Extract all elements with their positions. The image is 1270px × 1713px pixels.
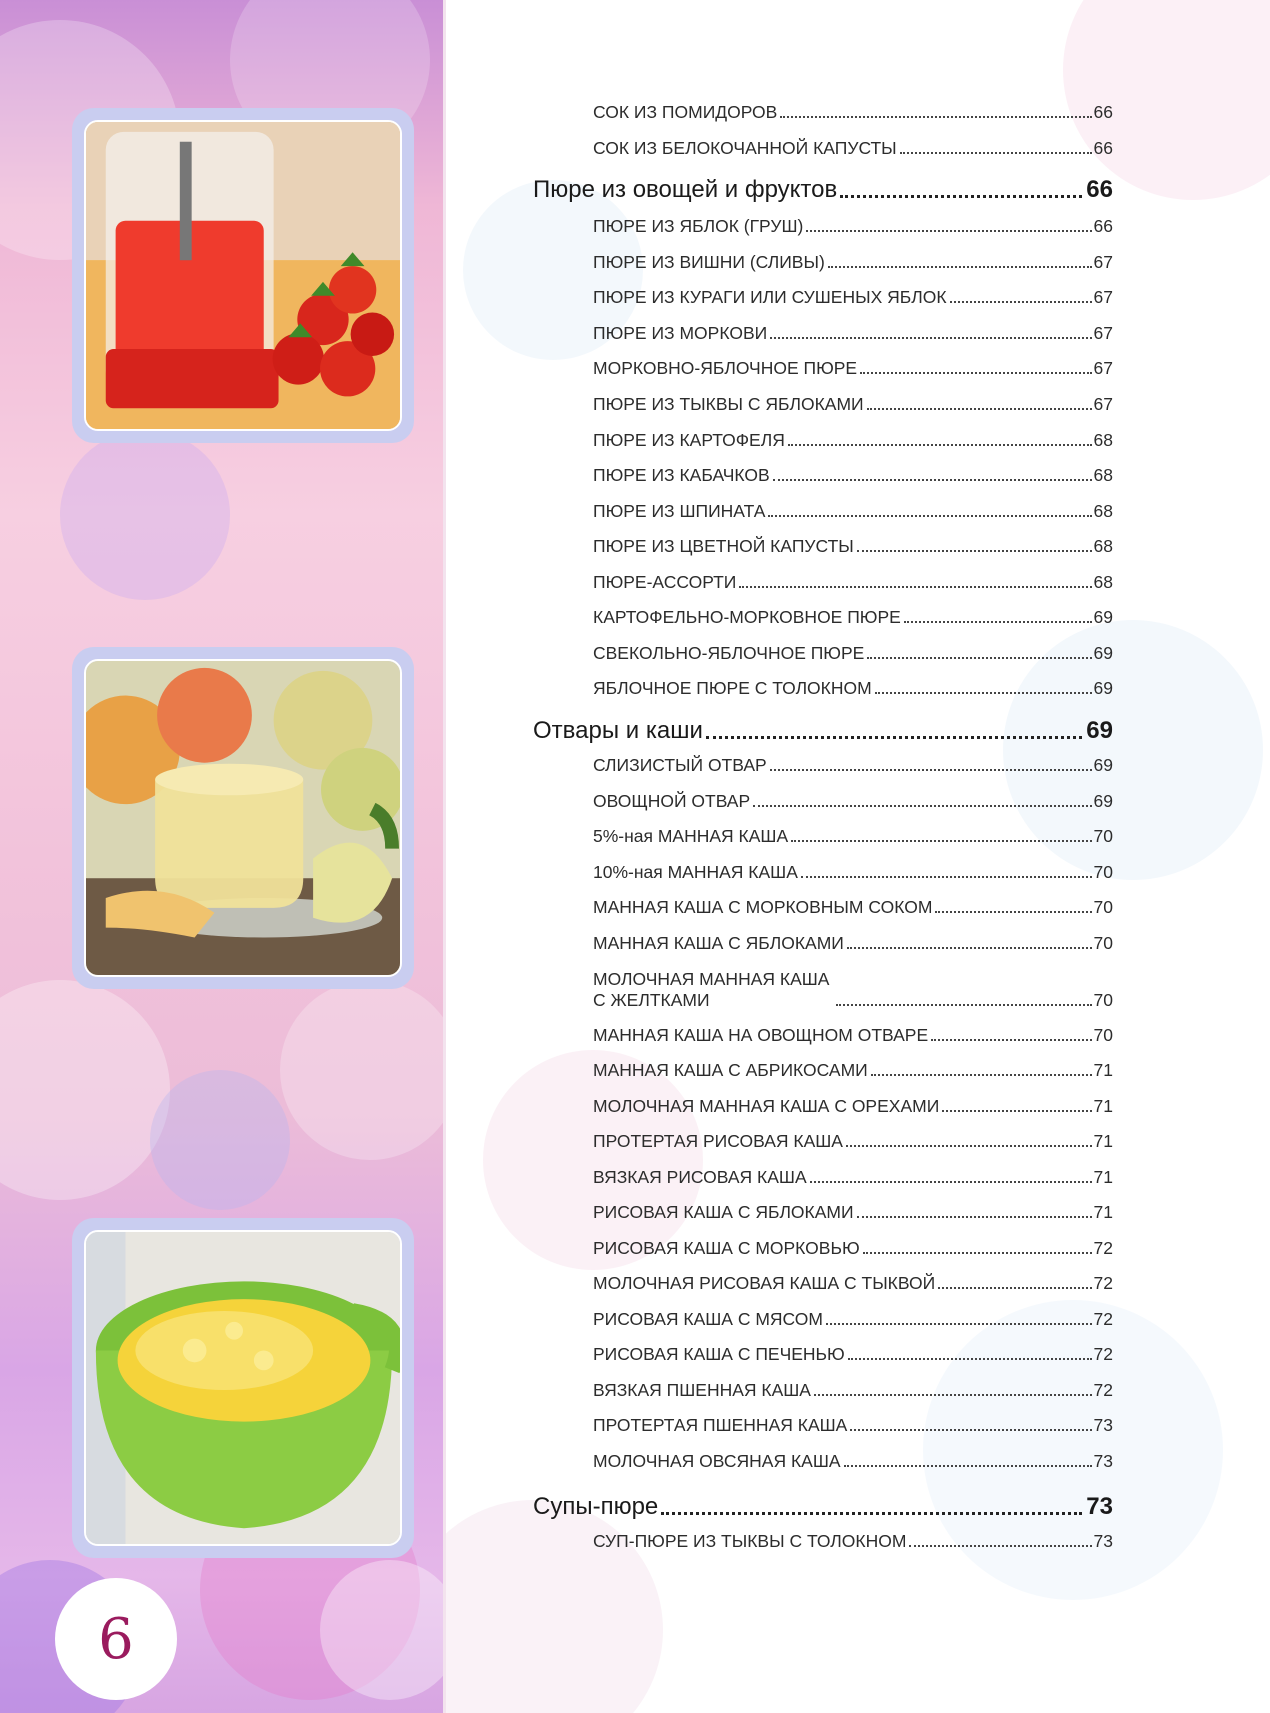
toc-entry-label: СОК ИЗ ПОМИДОРОВ (593, 102, 778, 122)
toc-section-page: 66 (1086, 176, 1113, 203)
toc-entry-page: 69 (1093, 791, 1113, 811)
toc-entry-page: 70 (1093, 862, 1113, 882)
toc-entry-page: 68 (1093, 501, 1113, 521)
toc-entry-label: ПЮРЕ ИЗ ТЫКВЫ С ЯБЛОКАМИ (593, 394, 864, 414)
toc-entry-label: ПЮРЕ ИЗ ЦВЕТНОЙ КАПУСТЫ (593, 536, 854, 556)
toc-entry-label: ВЯЗКАЯ ПШЕННАЯ КАША (593, 1380, 811, 1400)
toc-entry[interactable] (593, 969, 1113, 1011)
toc-section-page: 69 (1086, 717, 1113, 744)
page-number: 6 (55, 1578, 177, 1700)
toc-entry-page: 72 (1093, 1238, 1113, 1258)
toc-entry-label: ПЮРЕ ИЗ ЯБЛОК (ГРУШ) (593, 216, 804, 236)
toc-entry[interactable] (593, 323, 1113, 344)
photo-apple-puree (72, 647, 414, 989)
toc-entry[interactable] (593, 678, 1113, 699)
toc-entry-page: 67 (1093, 287, 1113, 307)
toc-entry-label: ВЯЗКАЯ РИСОВАЯ КАША (593, 1167, 807, 1187)
toc-entry[interactable] (593, 862, 1113, 883)
toc-entry-label: РИСОВАЯ КАША С МЯСОМ (593, 1309, 823, 1329)
toc-entry[interactable] (593, 1415, 1113, 1436)
photo-millet-porridge (72, 1218, 414, 1558)
toc-entry-page: 73 (1093, 1415, 1113, 1435)
toc-entry[interactable] (593, 1202, 1113, 1223)
toc-entry-page: 72 (1093, 1309, 1113, 1329)
toc-entry-label: ОВОЩНОЙ ОТВАР (593, 791, 751, 811)
toc-entry[interactable] (593, 501, 1113, 522)
toc-entry-page: 69 (1093, 643, 1113, 663)
toc-entry-page: 68 (1093, 536, 1113, 556)
toc-entry[interactable] (593, 791, 1113, 812)
toc-entry-page: 72 (1093, 1344, 1113, 1364)
toc-section[interactable] (533, 1493, 1113, 1521)
toc-entry[interactable] (593, 430, 1113, 451)
toc-entry-label: СУП-ПЮРЕ ИЗ ТЫКВЫ С ТОЛОКНОМ (593, 1531, 907, 1551)
toc-entry-page: 70 (1093, 1025, 1113, 1045)
toc-entry[interactable] (593, 933, 1113, 954)
toc-entry-label: СОК ИЗ БЕЛОКОЧАННОЙ КАПУСТЫ (593, 138, 897, 158)
toc-entry[interactable] (593, 897, 1113, 918)
toc-entry-page: 66 (1093, 216, 1113, 236)
toc-entry-label: ПЮРЕ ИЗ МОРКОВИ (593, 323, 768, 343)
toc-entry[interactable] (593, 216, 1113, 237)
toc-entry[interactable] (593, 826, 1113, 847)
toc-entry-page: 69 (1093, 755, 1113, 775)
toc-entry-label: МАННАЯ КАША С АБРИКОСАМИ (593, 1060, 868, 1080)
toc-entry[interactable] (593, 572, 1113, 593)
toc-entry[interactable] (593, 1167, 1113, 1188)
toc-entry-page: 70 (1093, 897, 1113, 917)
toc-entry-label: ПРОТЕРТАЯ ПШЕННАЯ КАША (593, 1415, 848, 1435)
toc-entry[interactable] (593, 1451, 1113, 1472)
toc-entry-label: МОЛОЧНАЯ МАННАЯ КАША С ОРЕХАМИ (593, 1096, 940, 1116)
toc-entry[interactable] (593, 643, 1113, 664)
toc-entry-label: ПРОТЕРТАЯ РИСОВАЯ КАША (593, 1131, 843, 1151)
toc-entry[interactable] (593, 607, 1113, 628)
page-divider (443, 0, 446, 1713)
toc-entry[interactable] (593, 1025, 1113, 1046)
toc-entry[interactable] (593, 1380, 1113, 1401)
toc-section-page: 73 (1086, 1493, 1113, 1520)
toc-entry[interactable] (593, 1531, 1113, 1552)
toc-entry-page: 71 (1093, 1096, 1113, 1116)
toc-entry-page: 72 (1093, 1273, 1113, 1293)
toc-entry-label: МАННАЯ КАША НА ОВОЩНОМ ОТВАРЕ (593, 1025, 929, 1045)
toc-entry-page: 67 (1093, 323, 1113, 343)
toc-entry[interactable] (593, 138, 1113, 159)
toc-entry-page: 71 (1093, 1167, 1113, 1187)
toc-entry-label: РИСОВАЯ КАША С ЯБЛОКАМИ (593, 1202, 854, 1222)
toc-entry-label: МОРКОВНО-ЯБЛОЧНОЕ ПЮРЕ (593, 358, 858, 378)
toc-entry-label: МОЛОЧНАЯ ОВСЯНАЯ КАША (593, 1451, 841, 1471)
toc-entry[interactable] (593, 1273, 1113, 1294)
toc-entry-page: 69 (1093, 678, 1113, 698)
toc-entry-label: 10%-ная МАННАЯ КАША (593, 862, 798, 882)
toc-entry-page: 72 (1093, 1380, 1113, 1400)
toc-entry-page: 67 (1093, 394, 1113, 414)
toc-section[interactable] (533, 176, 1113, 204)
toc-entry-page: 66 (1093, 102, 1113, 122)
toc-entry[interactable] (593, 102, 1113, 123)
toc-entry[interactable] (593, 287, 1113, 308)
toc-entry-label: МОЛОЧНАЯ МАННАЯ КАША С ЖЕЛТКАМИ (593, 969, 830, 1010)
toc-entry-page: 73 (1093, 1451, 1113, 1471)
toc-entry-label: ПЮРЕ ИЗ КУРАГИ ИЛИ СУШЕНЫХ ЯБЛОК (593, 287, 947, 307)
toc-entry[interactable] (593, 1238, 1113, 1259)
toc-entry-page: 68 (1093, 430, 1113, 450)
toc-entry[interactable] (593, 1131, 1113, 1152)
toc-entry-label: РИСОВАЯ КАША С МОРКОВЬЮ (593, 1238, 860, 1258)
toc-entry-page: 69 (1093, 607, 1113, 627)
toc-section-label: Супы-пюре (533, 1493, 659, 1520)
toc-entry[interactable] (593, 252, 1113, 273)
toc-entry-label: ПЮРЕ ИЗ ШПИНАТА (593, 501, 766, 521)
toc-section-label: Пюре из овощей и фруктов (533, 176, 838, 203)
toc-entry-label: СВЕКОЛЬНО-ЯБЛОЧНОЕ ПЮРЕ (593, 643, 865, 663)
toc-entry-page: 70 (1093, 990, 1113, 1010)
toc-entry[interactable] (593, 394, 1113, 415)
toc-entry-label: РИСОВАЯ КАША С ПЕЧЕНЬЮ (593, 1344, 845, 1364)
toc-entry-page: 71 (1093, 1202, 1113, 1222)
toc-entry[interactable] (593, 536, 1113, 557)
toc-entry-label: СЛИЗИСТЫЙ ОТВАР (593, 755, 767, 775)
toc-entry-page: 68 (1093, 572, 1113, 592)
toc-entry-label: ПЮРЕ ИЗ КАБАЧКОВ (593, 465, 770, 485)
toc-entry-label: ПЮРЕ ИЗ ВИШНИ (СЛИВЫ) (593, 252, 825, 272)
toc-entry[interactable] (593, 465, 1113, 486)
toc-entry-page: 73 (1093, 1531, 1113, 1551)
toc-section-label: Отвары и каши (533, 717, 703, 744)
toc-entry-page: 66 (1093, 138, 1113, 158)
toc-entry[interactable] (593, 1060, 1113, 1081)
toc-entry[interactable] (593, 1344, 1113, 1365)
toc-entry-label: ПЮРЕ-АССОРТИ (593, 572, 737, 592)
toc-entry-label: ПЮРЕ ИЗ КАРТОФЕЛЯ (593, 430, 785, 450)
toc-entry-page: 70 (1093, 826, 1113, 846)
toc-entry-label: ЯБЛОЧНОЕ ПЮРЕ С ТОЛОКНОМ (593, 678, 872, 698)
toc-entry[interactable] (593, 1309, 1113, 1330)
toc-section[interactable] (533, 717, 1113, 745)
toc-entry[interactable] (593, 755, 1113, 776)
toc-entry-page: 71 (1093, 1060, 1113, 1080)
toc-entry-label: МОЛОЧНАЯ РИСОВАЯ КАША С ТЫКВОЙ (593, 1273, 936, 1293)
toc-entry-page: 68 (1093, 465, 1113, 485)
toc-entry-label: МАННАЯ КАША С МОРКОВНЫМ СОКОМ (593, 897, 933, 917)
toc-entry-page: 70 (1093, 933, 1113, 953)
toc-entry-page: 71 (1093, 1131, 1113, 1151)
toc-entry-label: 5%-ная МАННАЯ КАША (593, 826, 789, 846)
toc-entry[interactable] (593, 358, 1113, 379)
photo-blender-strawberries (72, 108, 414, 443)
toc-entry-label: КАРТОФЕЛЬНО-МОРКОВНОЕ ПЮРЕ (593, 607, 901, 627)
toc-entry-page: 67 (1093, 358, 1113, 378)
toc-entry[interactable] (593, 1096, 1113, 1117)
toc-entry-page: 67 (1093, 252, 1113, 272)
toc-entry-label: МАННАЯ КАША С ЯБЛОКАМИ (593, 933, 844, 953)
